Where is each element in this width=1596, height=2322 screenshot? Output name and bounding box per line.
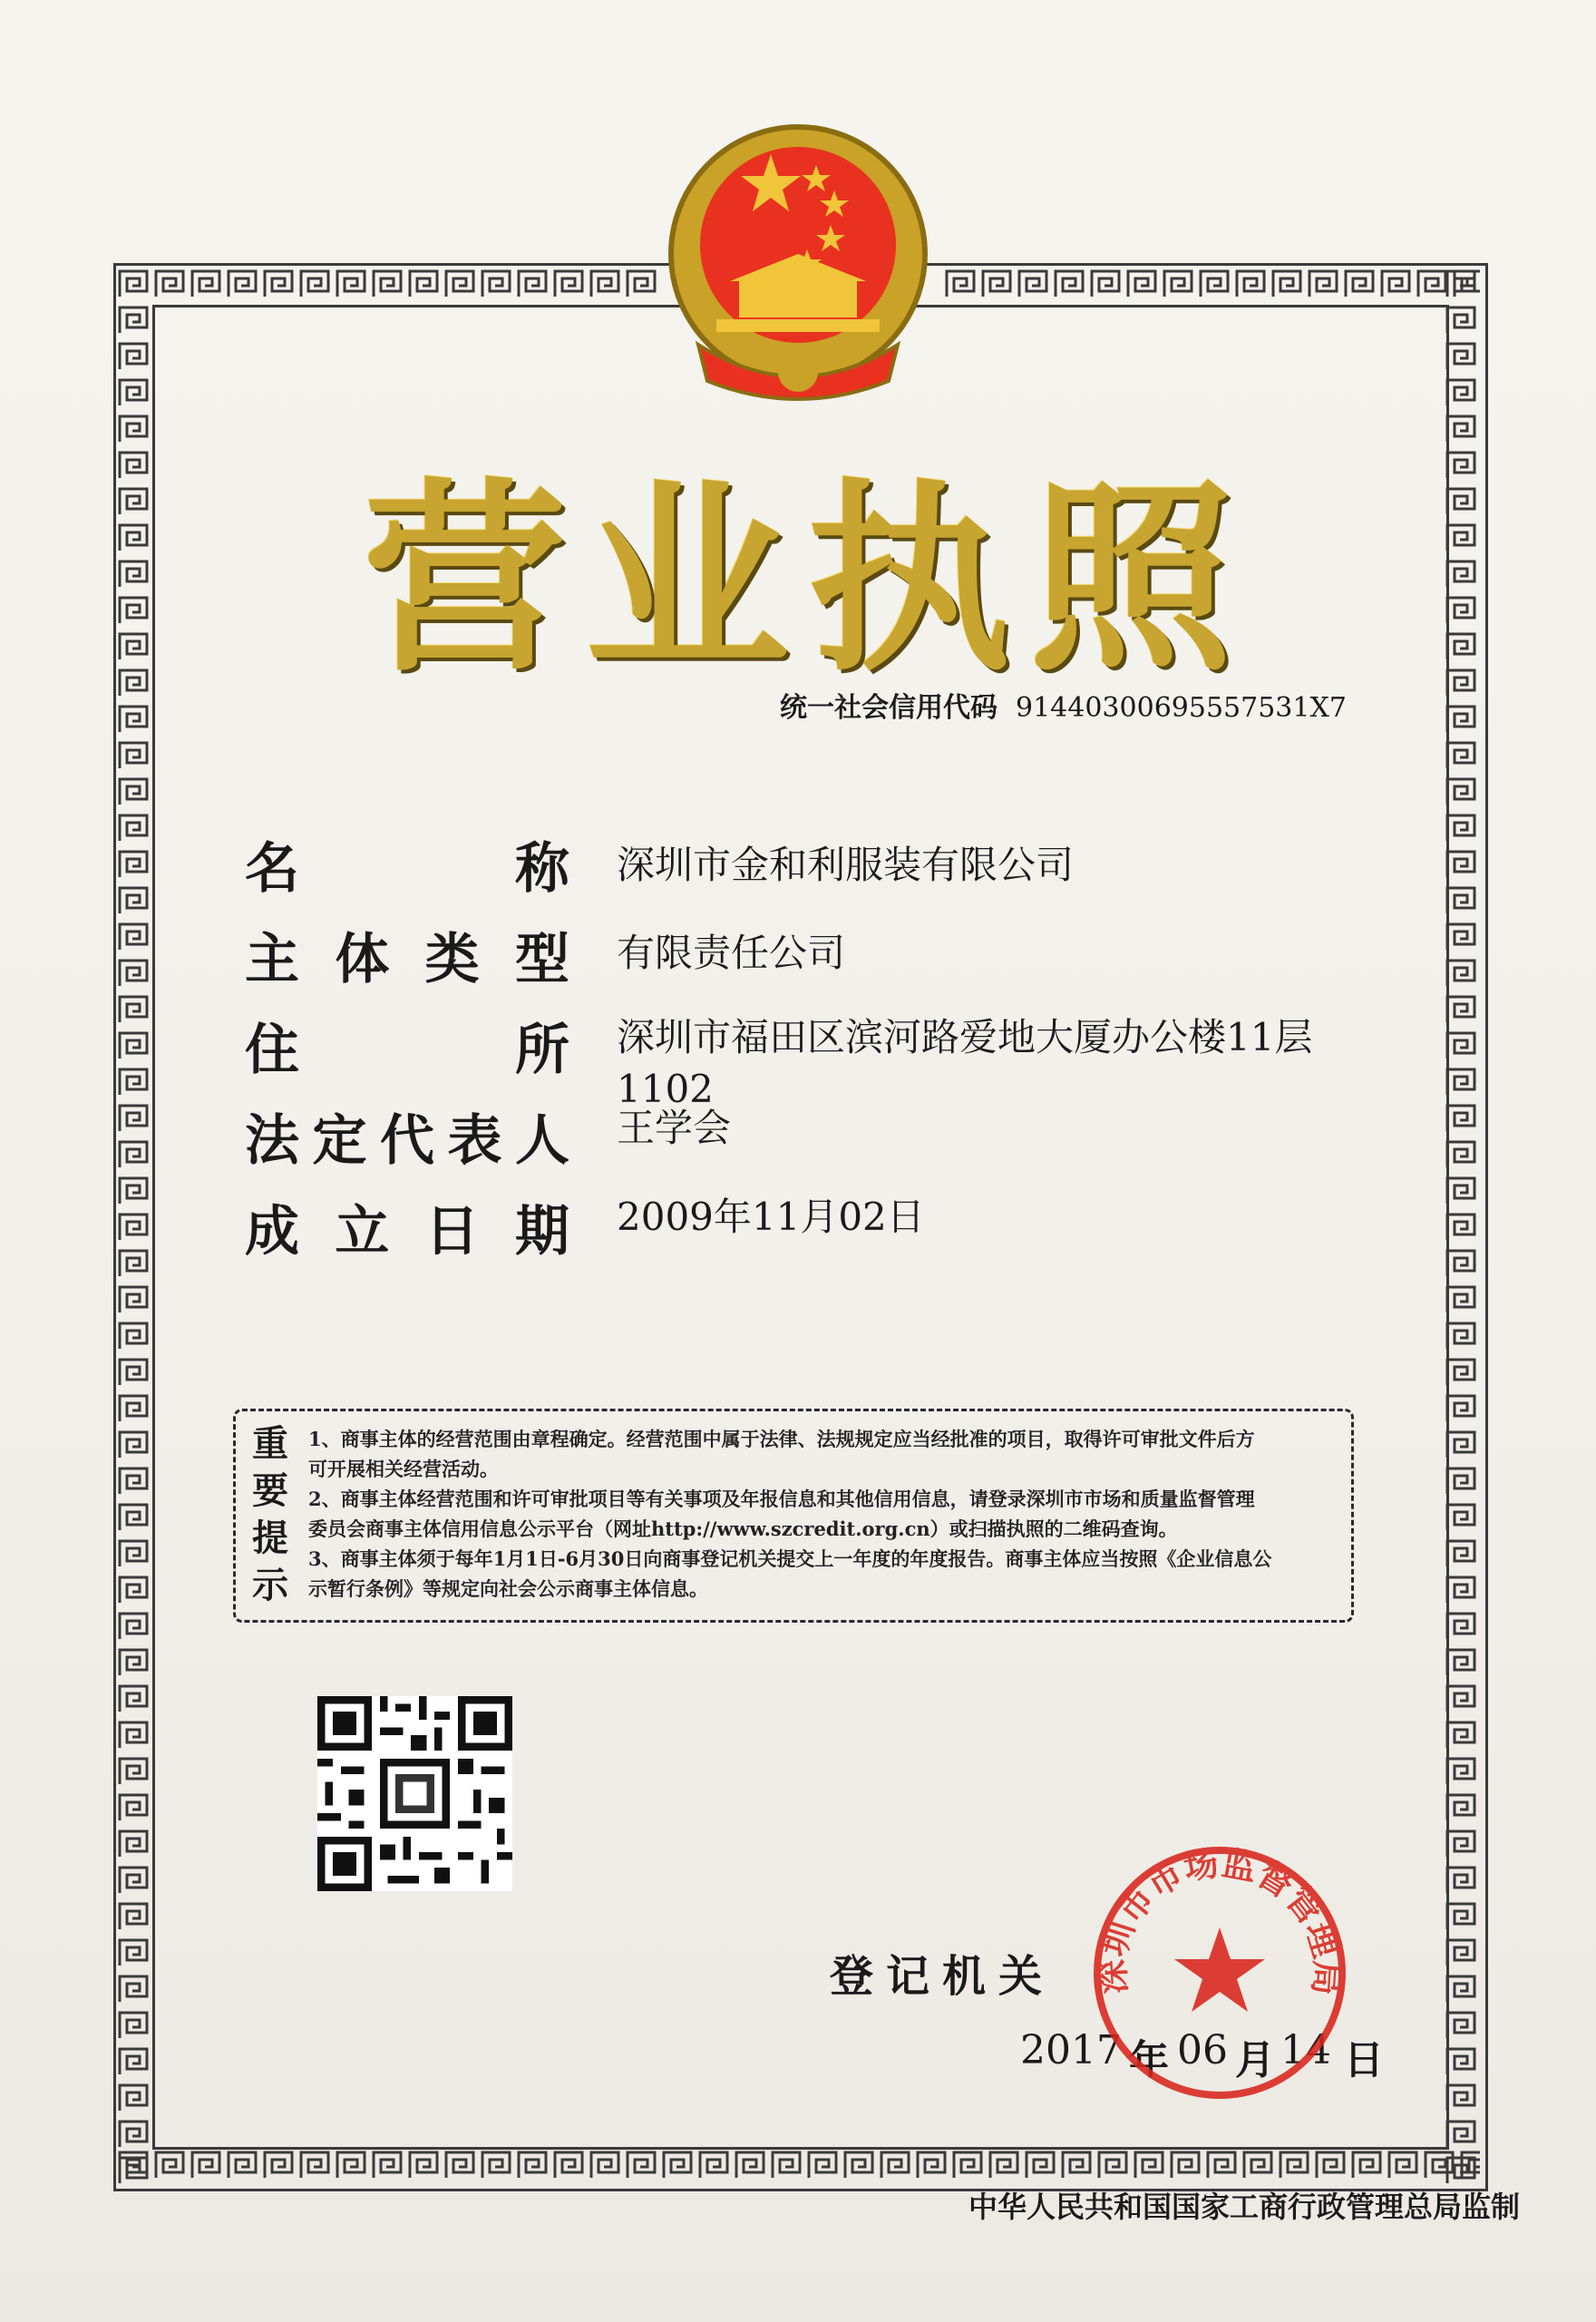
supervision-note: 中华人民共和国国家工商行政管理总局监制 bbox=[968, 2190, 1521, 2224]
issue-day: 14 bbox=[1280, 2027, 1331, 2073]
type-value: 有限责任公司 bbox=[617, 931, 846, 975]
type-label: 主体类型 bbox=[245, 928, 571, 991]
issue-month: 06 bbox=[1177, 2027, 1228, 2073]
established-label: 成立日期 bbox=[245, 1200, 571, 1263]
credit-code-label: 统一社会信用代码 bbox=[780, 692, 998, 724]
notice-line: 可开展相关经营活动。 bbox=[308, 1458, 499, 1480]
notice-heading-char: 重 bbox=[252, 1422, 288, 1465]
name-value: 深圳市金和利服装有限公司 bbox=[617, 843, 1075, 887]
address-label: 住所 bbox=[245, 1019, 571, 1082]
issue-day-char: 日 bbox=[1344, 2037, 1384, 2083]
issue-year: 2017 bbox=[1020, 2027, 1122, 2073]
notice-heading-char: 提 bbox=[252, 1517, 288, 1559]
title-char: 执 bbox=[807, 459, 1011, 699]
title-char: 营 bbox=[363, 459, 567, 699]
notice-heading-char: 示 bbox=[252, 1564, 288, 1606]
established-value: 2009年11月02日 bbox=[617, 1195, 925, 1239]
qr-code-icon bbox=[317, 1696, 512, 1891]
address-value-line1: 深圳市福田区滨河路爱地大厦办公楼11层 bbox=[617, 1015, 1313, 1059]
svg-text:深圳市市场监督管理局: 深圳市市场监督管理局 bbox=[1092, 1842, 1348, 1997]
notice-line: 示暂行条例》等规定向社会公示商事主体信息。 bbox=[308, 1577, 708, 1600]
issue-month-char: 月 bbox=[1235, 2037, 1275, 2083]
notice-line: 3、商事主体须于每年1月1日-6月30日向商事登记机关提交上一年度的年度报告。商事主体应当按照《企业信息公 bbox=[308, 1547, 1272, 1570]
national-emblem-icon bbox=[653, 118, 943, 408]
notice-heading bbox=[252, 1420, 297, 1609]
registration-authority-label: 登记机关 bbox=[830, 1951, 1056, 2002]
title-char: 照 bbox=[1029, 459, 1233, 699]
certificate-title bbox=[363, 444, 1233, 699]
important-notice-box bbox=[233, 1409, 1354, 1623]
notice-line: 委员会商事主体信用信息公示平台（网址http://www.szcredit.org.cn）或扫描执照的二维码查询。 bbox=[308, 1517, 1178, 1540]
legal-rep-value: 王学会 bbox=[617, 1106, 732, 1150]
credit-code-value: 91440300695557531X7 bbox=[1016, 692, 1347, 724]
notice-heading-char: 要 bbox=[252, 1469, 288, 1512]
official-seal-icon bbox=[1088, 1841, 1351, 2104]
address-value-line2: 1102 bbox=[617, 1067, 714, 1111]
notice-body bbox=[308, 1424, 1333, 1604]
title-char: 业 bbox=[585, 459, 789, 699]
credit-code bbox=[780, 685, 1378, 725]
legal-rep-label: 法定代表人 bbox=[245, 1109, 571, 1173]
notice-line: 2、商事主体经营范围和许可审批项目等有关事项及年报信息和其他信用信息，请登录深圳市市场和质量监督管理 bbox=[308, 1488, 1255, 1510]
issue-year-char: 年 bbox=[1129, 2037, 1169, 2083]
notice-line: 1、商事主体的经营范围由章程确定。经营范围中属于法律、法规规定应当经批准的项目，取得许可审批文件后方 bbox=[308, 1428, 1255, 1450]
name-label: 名称 bbox=[245, 837, 571, 901]
